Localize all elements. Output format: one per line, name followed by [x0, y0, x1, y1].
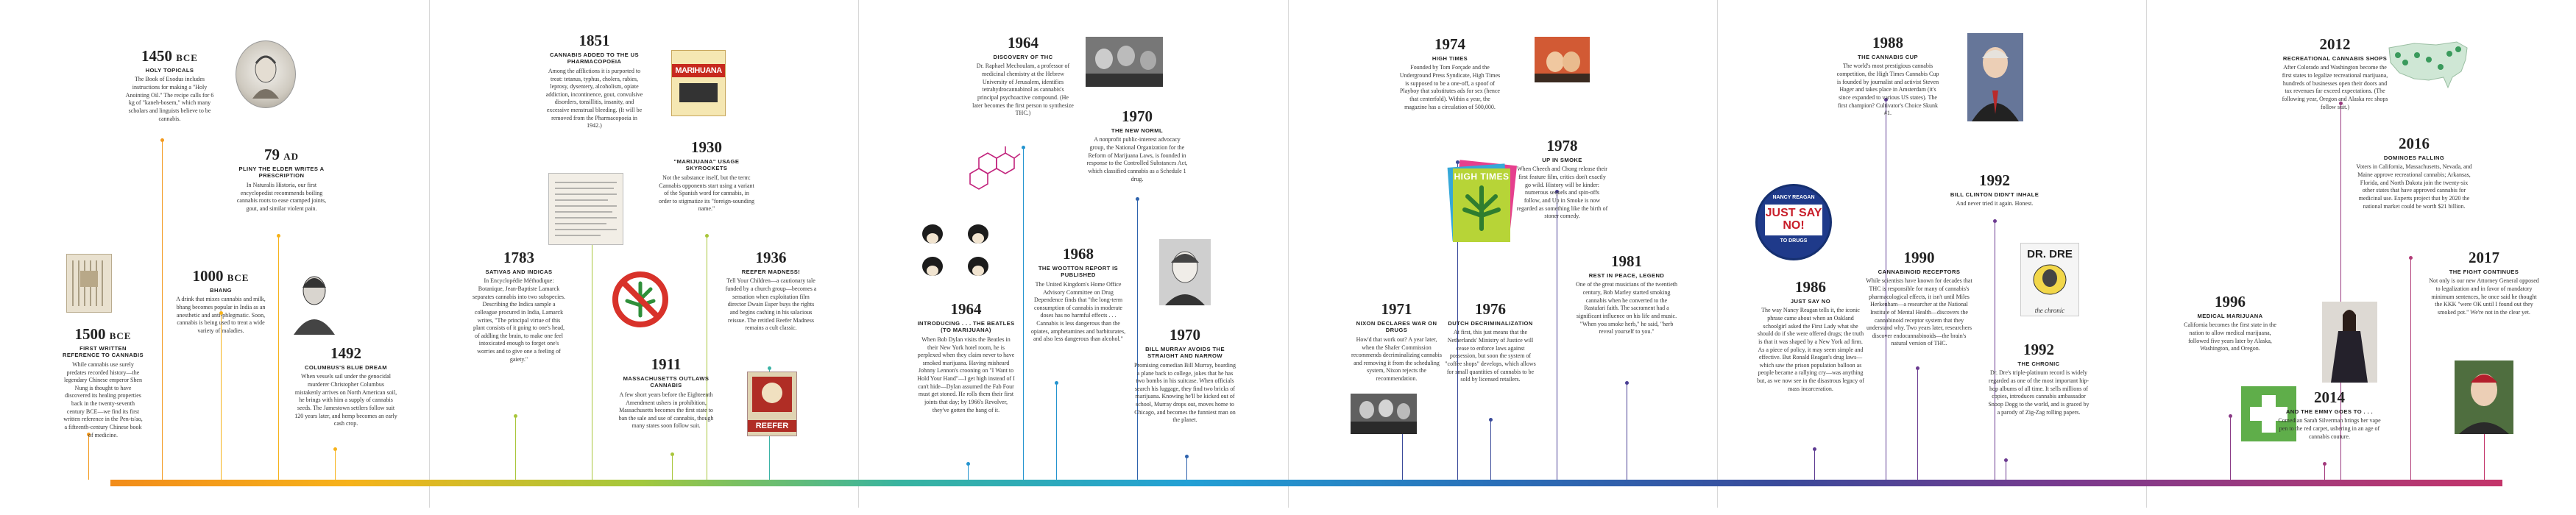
entry-body: A few short years before the Eighteenth Amendment ushers in prohibition, Massachusetts becomes the first state to ban the sale and use of cannabis, though many states soon follow suit. — [618, 391, 714, 430]
connector-line — [1023, 147, 1024, 480]
entry-year: 1450 BCE — [141, 47, 198, 65]
entry-year: 1992 — [1979, 171, 2010, 189]
entry-year: 1964 — [950, 300, 982, 318]
up-in-smoke-poster — [1535, 37, 1590, 82]
nixon-photo — [1351, 394, 1417, 434]
panel-divider — [2146, 0, 2147, 508]
entry-year: 2014 — [2314, 388, 2345, 406]
entry-body: How'd that work out? A year later, when the Shafer Commission recommends decriminalizing cannabis and removing it from the scheduling system, Nixon rejects the recommendation. — [1351, 335, 1443, 383]
connector-dot — [705, 234, 709, 238]
entry-title: THE CANNABIS CUP — [1858, 54, 1918, 60]
connector-dot — [1625, 381, 1629, 385]
connector-line — [162, 140, 163, 480]
entry-year: 1000 BCE — [192, 267, 250, 285]
entry-title: "MARIJUANA" USAGE SKYROCKETS — [673, 158, 740, 172]
portrait-icon — [236, 41, 295, 107]
entry-1974 — [1398, 37, 1501, 111]
entry-year: 1936 — [755, 249, 787, 266]
entry-body: Comedian Sarah Silverman brings her vape pen to the red carpet, ushering in an age of cannabis couture. — [2278, 417, 2381, 440]
entry-body: Dr. Dre's triple-platinum record is widely regarded as one of the most important hip-hop albums of all time. It sells millions of copies, introduces cannabis ambassador Snoop Dogg to the world, and is graced by a parody of Zig-Zag rolling papers. — [1988, 369, 2090, 416]
portrait-icon — [1159, 239, 1211, 305]
entry-year: 1971 — [1381, 300, 1412, 318]
entry-body: And never tried it again. Honest. — [1956, 200, 2034, 207]
connector-dot — [2409, 256, 2413, 260]
us-map-icon — [2385, 33, 2473, 92]
entry-1500bce — [63, 327, 144, 439]
entry-title: THE CHRONIC — [2017, 360, 2060, 367]
entry-title: THE WOOTTON REPORT IS PUBLISHED — [1038, 265, 1119, 279]
connector-line — [278, 235, 279, 480]
connector-line — [335, 449, 336, 480]
entry-year: 1968 — [1063, 245, 1094, 263]
entry-1964-thc — [972, 35, 1075, 118]
connector-dot — [1916, 366, 1919, 370]
entry-1000bce — [173, 269, 269, 335]
ancient-book-image — [66, 254, 112, 313]
connector-dot — [1055, 381, 1058, 385]
entry-title: REST IN PEACE, LEGEND — [1588, 272, 1665, 279]
entry-year: 1992 — [2023, 341, 2054, 358]
entry-title: THE NEW NORML — [1111, 127, 1164, 134]
entry-year: 1783 — [503, 249, 534, 266]
entry-body: In Encyclopédie Méthodique: Botanique, Jean-Baptiste Lamarck separates cannabis into two subspecies. Describing the Indica sample a colleague procured in India, Lamarck writes, "The principal virtue of this plant consists of it going to one's head, of addling the brain, to make one feel intoxicated enough to forget one's worries and to give one a feeling of gaiety." — [473, 277, 565, 363]
text-page-icon — [549, 174, 623, 244]
entry-year: 1988 — [1872, 34, 1903, 52]
entry-year: 1970 — [1122, 107, 1153, 125]
button-bottom-text: TO DRUGS — [1780, 238, 1808, 244]
entry-body: The world's most prestigious cannabis competition, the High Times Cannabis Cup is founded by journalist and activist Steven Hager and takes place in Amsterdam (it's since expanded to various US states). The first champion? Cultivator's Choice Skunk #1. — [1836, 63, 1939, 117]
beatles-icon — [916, 221, 997, 287]
entry-body: One of the great musicians of the twentieth century, Bob Marley started smoking cannabis when he converted to the Rastafari faith. The sacrament had a significant influence on his life and music. "When you smoke herb," he said, "herb reveal yourself to you." — [1576, 281, 1677, 335]
entry-title: BILL CLINTON DIDN'T INHALE — [1950, 191, 2039, 198]
entry-1971 — [1351, 302, 1443, 383]
entry-body: When vessels sail under the genocidal murderer Christopher Columbus mistakenly arrives on North American soil, he brings with him a supply of cannabis seeds. The Jamestown settlers follow suit 120 years later, and hemp becomes an early cash crop. — [294, 373, 397, 427]
portrait-icon — [291, 269, 339, 335]
us-states-map — [2385, 33, 2473, 92]
connector-dot — [514, 414, 517, 418]
poster-title: MARIHUANA — [672, 64, 725, 77]
entry-body: While scientists have known for decades that THC is responsible for many of cannabis's pharmacological effects, it isn't until Miles Herkenham—a researcher at the National Institute of Mental Health—discovers the cannabinoid receptor system that they understand why. Two years later, researchers discover endocannabinoids—the brain's natural version of THC. — [1866, 277, 1972, 347]
entry-body: Voters in California, Massachusetts, Nevada, and Maine approve recreational cannabis; Arkansas, Florida, and North Dakota join the twenty-six other states that have approved cannabis for medicinal use. Experts project that by 2020 the national market could be worth $21 billion. — [2356, 163, 2472, 210]
entry-title: FIRST WRITTEN REFERENCE TO CANNABIS — [63, 345, 144, 359]
entry-year: 1986 — [1795, 278, 1826, 296]
clinton-portrait — [1967, 33, 2023, 121]
entry-body: Founded by Tom Forçade and the Underground Press Syndicate, High Times is supposed to be a one-off, a spoof of Playboy that substitutes ads for sex (hence that centerfold). Within a year, the magazine has a circulation of 500,000. — [1399, 64, 1501, 110]
entry-title: THE FIGHT CONTINUES — [2449, 269, 2519, 275]
entry-body: When Bob Dylan visits the Beatles in their New York hotel room, he is perplexed when they claim never to have smoked marijuana. Having misheard Johnny Lennon's crooning on "I Want to Hold Your Hand"—I get high instead of I can't hide—Dylan assumed the Fab Four must get stoned. He rolls them their first joints that day; by 1966's Revolver, they've gotten the hang of it. — [917, 335, 1015, 413]
lamarck-book-page — [548, 173, 623, 245]
timeline-bar — [110, 480, 2502, 486]
entry-1851 — [545, 33, 644, 130]
entry-body: When Cheech and Chong release their first feature film, critics don't exactly go wild. History will be kinder: numerous sequels and spin-offs follow, and Up in Smoke is now regarded as something like the birth of stoner comedy. — [1516, 166, 1608, 220]
entry-1450bce — [124, 49, 216, 123]
entry-year: 79 AD — [263, 146, 300, 163]
connector-line — [672, 454, 673, 480]
connector-line — [1490, 419, 1491, 480]
entry-body: While cannabis use surely predates recorded history—the legendary Chinese emperor Shen Nung is thought to have discovered its healing properties back in the twenty-seventh century BCE—we find its first written reference in the Pen-ts'ao, a fifteenth-century Chinese book of medicine. — [63, 360, 143, 438]
entry-2014 — [2278, 390, 2381, 441]
entry-title: CANNABIS ADDED TO THE US PHARMACOPOEIA — [550, 52, 639, 65]
entry-year: 1851 — [578, 32, 610, 49]
panel-divider — [429, 0, 430, 508]
poster-art-icon — [748, 372, 796, 416]
entry-2017 — [2429, 250, 2539, 317]
connector-dot — [1813, 447, 1816, 451]
attorney-general-photo — [2455, 360, 2513, 434]
entry-year: 1996 — [2215, 293, 2246, 310]
reefer-madness-poster — [747, 372, 797, 436]
entry-2012 — [2282, 37, 2388, 111]
panel-divider — [1717, 0, 1718, 508]
entry-year: 2017 — [2469, 249, 2499, 266]
press-photo-icon — [1086, 37, 1163, 87]
high-times-magazines — [1443, 158, 1520, 246]
marihuana-poster — [671, 50, 726, 116]
connector-dot — [670, 452, 674, 456]
entry-title: DISCOVERY OF THC — [993, 54, 1053, 60]
entry-title: MASSACHUSETTS OUTLAWS CANNABIS — [623, 375, 710, 389]
poster-title: REEFER — [748, 420, 796, 432]
connector-line — [968, 464, 969, 480]
entry-1981 — [1575, 254, 1678, 336]
connector-line — [2324, 464, 2325, 480]
entry-title: BHANG — [210, 287, 232, 294]
entry-1970-norml — [1086, 109, 1189, 183]
connector-dot — [333, 447, 337, 451]
entry-1970-murray — [1133, 327, 1236, 425]
beatles-silhouettes — [916, 221, 997, 287]
sarah-silverman-photo — [2322, 302, 2377, 383]
button-top-text: NANCY REAGAN — [1772, 195, 1815, 200]
entry-body: California becomes the first state in the nation to allow medical marijuana, followed five years later by Alaska, Washington, and Oregon. — [2184, 322, 2276, 352]
connector-dot — [2323, 462, 2326, 466]
entry-year: 1970 — [1170, 326, 1200, 344]
entry-title: DUTCH DECRIMINALIZATION — [1448, 320, 1533, 327]
panel-divider — [1288, 0, 1289, 508]
entry-1990 — [1866, 250, 1972, 348]
entry-title: RECREATIONAL CANNABIS SHOPS — [2282, 55, 2388, 62]
entry-title: HOLY TOPICALS — [145, 67, 194, 74]
pliny-portrait — [236, 40, 296, 108]
connector-line — [1917, 368, 1918, 480]
entry-title: REEFER MADNESS! — [741, 269, 801, 275]
entry-title: HIGH TIMES — [1432, 55, 1468, 62]
connector-line — [1186, 456, 1187, 480]
connector-line — [88, 434, 89, 480]
entry-body: The way Nancy Reagan tells it, the iconic phrase came about when an Oakland schoolgirl asked the First Lady what she should do if she were offered drugs; the truth is that it was shaped by a New York ad firm. As a piece of policy, it may seem simple and effective. But Ronald Reagan's drug laws—which saw the prison population balloon as people became a rallying cry—was anything but, as we now see in the disastrous legacy of mass incarceration. — [1757, 307, 1864, 392]
connector-dot — [1993, 219, 1997, 223]
entry-title: JUST SAY NO — [1790, 298, 1831, 305]
entry-title: DOMINOES FALLING — [2383, 154, 2445, 161]
entry-1911 — [618, 357, 714, 430]
entry-year: 1964 — [1008, 34, 1038, 52]
entry-body: Dr. Raphael Mechoulam, a professor of medicinal chemistry at the Hebrew University of Jerusalem, identifies tetrahydrocannabinol as cannabis's principal psychoactive compound. (He later becomes the first person to synthesize THC.) — [972, 63, 1074, 117]
entry-year: 1911 — [651, 355, 682, 373]
entry-title: MEDICAL MARIJUANA — [2197, 313, 2263, 319]
entry-title: UP IN SMOKE — [1542, 157, 1582, 163]
entry-body: Promising comedian Bill Murray, boarding a plane back to college, jokes that he has two bombs in his suitcase. When officials search his luggage, they find two bricks of marijuana. Knowing he'll be kicked out of school, Murray drops out, moves home to Chicago, and becomes the funniest man on the planet. — [1134, 361, 1236, 424]
norml-press-photo — [1086, 37, 1163, 87]
album-artist: DR. DRE — [2027, 248, 2073, 260]
thc-molecule-diagram — [964, 143, 1023, 195]
entry-2016 — [2355, 136, 2473, 210]
connector-dot — [966, 462, 970, 466]
entry-title: CANNABINOID RECEPTORS — [1878, 269, 1961, 275]
entry-body: In Naturalis Historia, our first encyclopedist recommends boiling cannabis roots to ease cramped joints, gout, and similar violent pain. — [236, 181, 327, 212]
entry-title: SATIVAS AND INDICAS — [485, 269, 553, 275]
connector-line — [515, 416, 516, 480]
portrait-icon — [2455, 360, 2513, 434]
poster-art-icon — [672, 77, 725, 107]
connector-dot — [1489, 418, 1493, 422]
no-cannabis-sign — [611, 270, 670, 329]
just-say-no-button — [1755, 184, 1832, 260]
entry-title: BILL MURRAY AVOIDS THE STRAIGHT AND NARROW — [1145, 346, 1225, 360]
movie-poster-icon — [1535, 37, 1590, 82]
columbus-portrait — [291, 269, 339, 335]
entry-year: 1976 — [1475, 300, 1506, 318]
entry-year: 1974 — [1434, 35, 1465, 53]
entry-1986 — [1755, 280, 1866, 393]
entry-body: Among the afflictions it is purported to treat: tetanus, typhus, cholera, rabies, leprosy, dysentery, alcoholism, opiate addiction, incontinence, gout, convulsive disorders, tonsillitis, insanity, and excessive menstrual bleeding. (It will be removed from the Pharmacopoeia in 1942.) — [545, 67, 643, 129]
entry-body: After Colorado and Washington become the first states to legalize recreational marijuana, hundreds of businesses open their doors and tax revenues far exceed expectations. (The following year, Oregon and Alaska rec shops follow suit.) — [2282, 64, 2388, 110]
connector-line — [2410, 258, 2411, 480]
entry-1976 — [1443, 302, 1538, 384]
connector-dot — [1185, 455, 1189, 458]
entry-title: PLINY THE ELDER WRITES A PRESCRIPTION — [238, 166, 325, 180]
album-title: the chronic — [2034, 307, 2065, 314]
press-photo-icon — [1351, 394, 1417, 434]
portrait-icon — [2322, 302, 2377, 383]
connector-dot — [2004, 458, 2008, 462]
the-chronic-album — [2020, 243, 2079, 316]
entry-year: 1990 — [1903, 249, 1935, 266]
entry-1996 — [2179, 294, 2282, 353]
portrait-icon — [1967, 33, 2023, 121]
entry-1492 — [294, 346, 397, 428]
connector-line — [221, 313, 222, 480]
entry-year: 1978 — [1546, 137, 1578, 154]
entry-1783 — [471, 250, 567, 363]
entry-body: A nonprofit public-interest advocacy group, the National Organization for the Reform of Marijuana Laws, is founded in response to the Controlled Substances Act, which classified cannabis as a Schedule 1 drug. — [1086, 136, 1188, 182]
connector-dot — [2229, 414, 2232, 418]
connector-dot — [1136, 197, 1139, 201]
entry-year: 1492 — [330, 344, 361, 362]
book-page-icon — [67, 255, 111, 312]
connector-dot — [768, 366, 771, 370]
entry-1992-chronic — [1987, 342, 2090, 416]
entry-1964-beatles — [916, 302, 1016, 414]
connector-line — [1814, 449, 1815, 480]
connector-line — [1056, 383, 1057, 480]
entry-1968 — [1030, 246, 1126, 344]
entry-body: A drink that mixes cannabis and milk, bhang becomes popular in India as an anesthetic and anti-phlegmatic. Soon, cannabis is being used to treat a wide variety of maladies. — [176, 296, 266, 334]
entry-year: 2016 — [2399, 135, 2430, 152]
entry-year: 2012 — [2319, 35, 2351, 53]
entry-1936 — [725, 250, 817, 333]
molecule-icon — [964, 143, 1023, 195]
connector-line — [2230, 416, 2231, 480]
entry-1930 — [659, 140, 754, 213]
entry-body: Not only is our new Attorney General opposed to legalization and in favor of mandatory minimum sentences, he once said he thought the KKK "were OK until I found out they smoked pot." We're not in the clear yet. — [2429, 277, 2539, 316]
entry-79ad — [232, 147, 331, 213]
entry-body: Not the substance itself, but the term: Cannabis opponents start using a variant of the Spanish word for cannabis, in order to stigmatize its "foreign-sounding name." — [659, 174, 754, 213]
entry-body: Tell Your Children—a cautionary tale funded by a church group—becomes a sensation when exploitation film director Dwain Esper buys the rights and begins cashing in his salacious reissue. The retitled Reefer Madness remains a cult classic. — [725, 277, 817, 332]
entry-year: 1981 — [1611, 252, 1642, 270]
entry-body: At first, this just means that the Netherlands' Ministry of Justice will cease to enforce laws against possession, but soon the system of "coffee shops" develops, which allows for small quantities of cannabis to be sold by licensed retailers. — [1445, 329, 1536, 383]
entry-title: INTRODUCING . . . THE BEATLES (TO MARIJUANA) — [917, 320, 1015, 334]
entry-title: COLUMBUS'S BLUE DREAM — [305, 364, 387, 371]
magazine-title: HIGH TIMES — [1454, 171, 1510, 182]
album-art-icon — [2021, 260, 2078, 303]
entry-year: 1930 — [691, 138, 722, 156]
entry-1978 — [1516, 138, 1608, 221]
entry-1992-clinton — [1943, 173, 2046, 208]
entry-year: 1500 BCE — [74, 325, 132, 343]
connector-dot — [160, 138, 164, 142]
bill-murray-photo — [1159, 239, 1211, 305]
prohibition-sign-icon — [611, 270, 670, 329]
entry-body: The United Kingdom's Home Office Advisory Committee on Drug Dependence finds that "the long-term consumption of cannabis in moderate doses has no harmful effects . . . Cannabis is less dangerous than the opiates, amphetamines and barbiturates, and also less dangerous than alcohol." — [1030, 280, 1126, 343]
button-main-text: JUST SAY NO! — [1765, 205, 1822, 235]
entry-title: AND THE EMMY GOES TO . . . — [2285, 408, 2374, 415]
entry-body: The Book of Exodus includes instructions for making a "Holy Anointing Oil." The recipe calls for 6 kg of "kaneh-bosem," which many scholars and linguists believe to be cannabis. — [125, 76, 214, 122]
entry-1988 — [1836, 35, 1939, 118]
panel-divider — [858, 0, 859, 508]
connector-dot — [277, 234, 280, 238]
entry-title: NIXON DECLARES WAR ON DRUGS — [1356, 320, 1437, 334]
